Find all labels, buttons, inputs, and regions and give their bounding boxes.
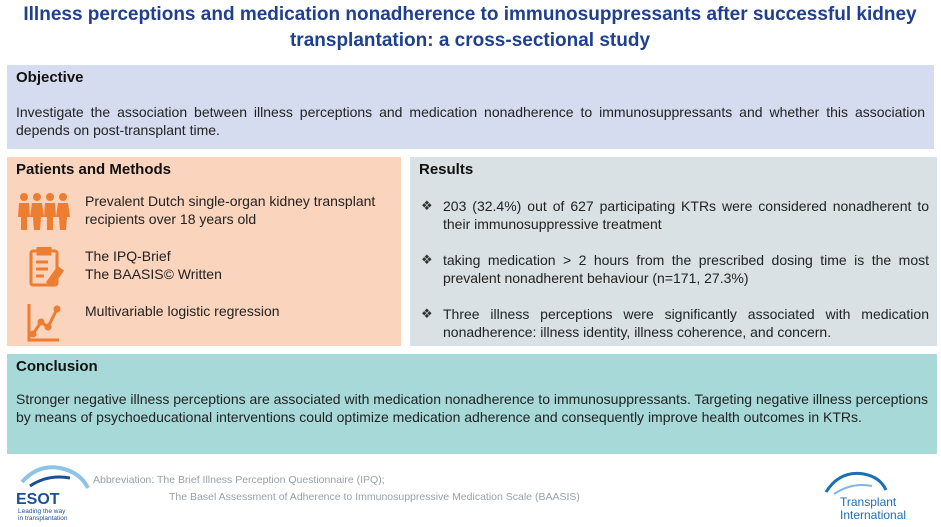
conclusion-heading: Conclusion [16,358,98,375]
method-text-line: Prevalent Dutch single-organ kidney transplant [85,193,376,209]
clipboard-icon [17,247,71,287]
conclusion-section [7,354,937,454]
abbreviation-note [93,472,580,506]
ti-logo-line2: International [840,508,907,522]
esot-logo-name: ESOT [16,491,60,508]
ti-logo-line1: Transplant [840,495,897,509]
objective-section [7,65,934,149]
results-item: ❖ Three illness perceptions were significantly associated with medication nonadherence: illness identity, illness coherence, and concern. [421,306,929,340]
line-chart-icon [17,302,71,342]
conclusion-text: Stronger negative illness perceptions are associated with medication nonadherence to immunosuppressants. Targeting negative illness perceptions by means of psychoeducational interventions could optimize medication adherence and consequently improve health outcomes in KTRs. [16,391,928,425]
abbreviation-line: Abbreviation: The Brief Illness Perception Questionnaire (IPQ); [93,474,385,486]
method-text-line: recipients over 18 years old [85,211,257,227]
diamond-bullet-icon: ❖ [421,252,433,267]
diamond-bullet-icon: ❖ [421,198,433,213]
esot-logo-tagline: in transplantation [18,515,68,522]
method-text-line: The IPQ-Brief [85,248,171,264]
methods-section [7,157,401,346]
method-text-line: Multivariable logistic regression [85,303,280,319]
people-icon [17,192,71,232]
method-text-line: The BAASIS© Written [85,266,222,282]
method-item-analysis [17,302,397,342]
method-item-instruments [17,247,397,287]
results-section [410,157,937,346]
results-item: ❖ 203 (32.4%) out of 627 participating KTRs were considered nonadherent to their immunosuppressive treatment [421,198,929,232]
esot-logo-tagline: Leading the way [18,508,66,515]
methods-heading: Patients and Methods [16,161,172,178]
results-heading: Results [419,161,474,178]
diamond-bullet-icon: ❖ [421,306,433,321]
esot-logo-arc [30,477,70,486]
ti-logo-arc [826,473,886,492]
results-item: ❖ taking medication > 2 hours from the prescribed dosing time is the most prevalent nonadherent behaviour (n=171, 27.3%) [421,252,929,286]
ti-logo-arc [834,485,872,494]
transplant-international-logo [812,468,937,522]
page-title: Illness perceptions and medication nonadherence to immunosuppressants after successful kidney transplantation: a cross-sectional study [23,4,917,51]
abbreviation-line: The Basel Assessment of Adherence to Immunosuppressive Medication Scale (BAASIS) [169,491,580,503]
objective-heading: Objective [16,69,84,86]
esot-logo [8,462,108,522]
objective-text: Investigate the association between illness perceptions and medication nonadherence to immunosuppressants and whether this association depends on post-transplant time. [16,104,925,138]
method-item-population [17,192,397,232]
